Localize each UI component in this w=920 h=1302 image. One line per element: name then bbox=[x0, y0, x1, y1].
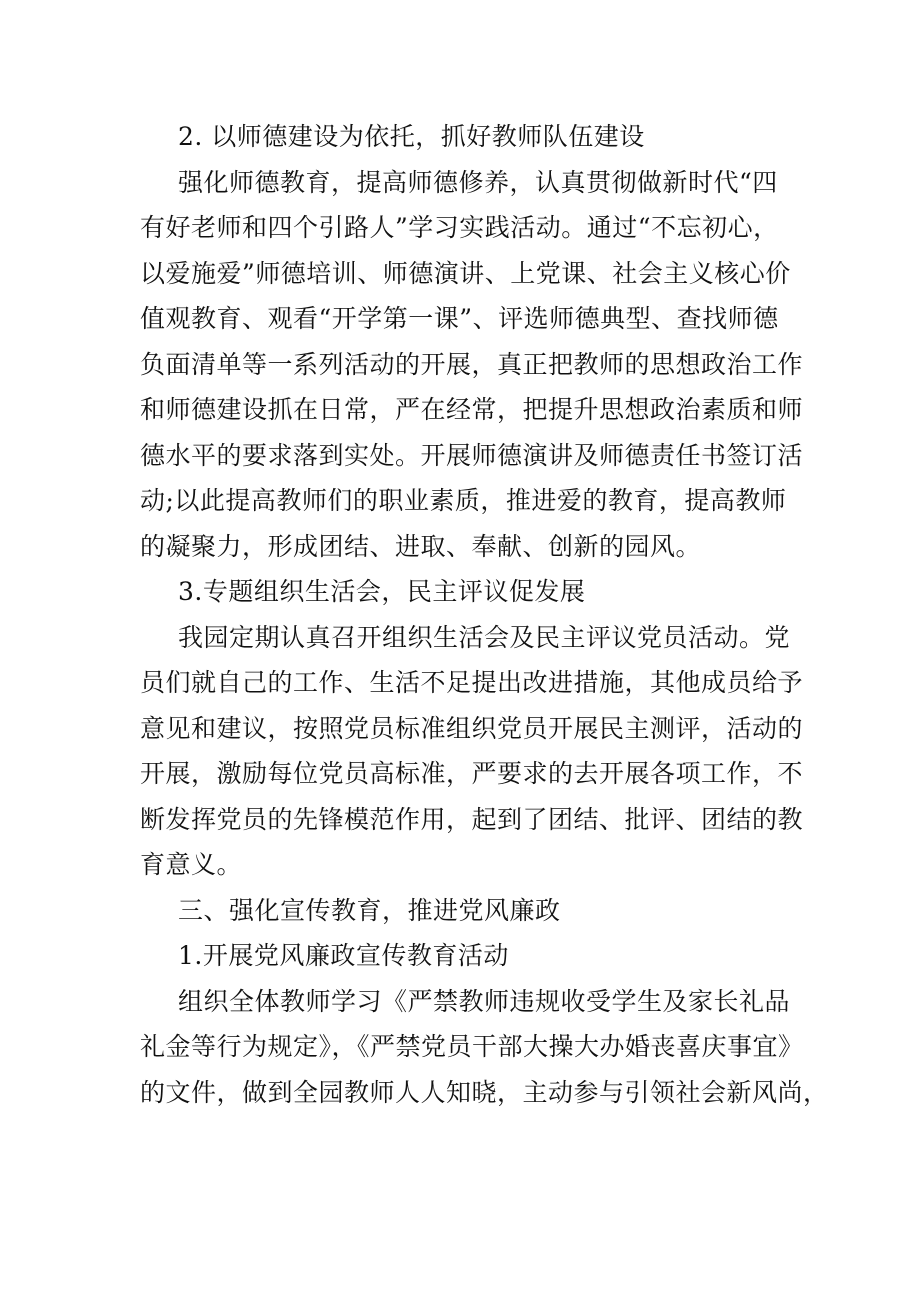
paragraph-line: 礼金等行为规定》，《严禁党员干部大操大办婚丧喜庆事宜》 bbox=[140, 1032, 804, 1061]
paragraph-line: 开展，激励每位党员高标准，严要求的去开展各项工作，不 bbox=[140, 759, 804, 788]
paragraph-line: 动;以此提高教师们的职业素质，推进爱的教育，提高教师 bbox=[140, 486, 787, 515]
paragraph-line: 和师德建设抓在日常，严在经常，把提升思想政治素质和师 bbox=[140, 395, 804, 424]
section-heading-1: 1.开展党风廉政宣传教育活动 bbox=[178, 941, 509, 970]
paragraph-line: 断发挥党员的先锋模范作用，起到了团结、批评、团结的教 bbox=[140, 804, 804, 834]
paragraph-line: 以爱施爱”师德培训、师德演讲、上党课、社会主义核心价 bbox=[140, 258, 791, 288]
paragraph-line: 德水平的要求落到实处。开展师德演讲及师德责任书签订活 bbox=[140, 440, 804, 470]
section-heading-3: 3.专题组织生活会，民主评议促发展 bbox=[178, 577, 586, 606]
paragraph-line: 育意义。 bbox=[140, 850, 243, 879]
paragraph-line: 有好老师和四个引路人”学习实践活动。通过“不忘初心， bbox=[140, 213, 779, 242]
paragraph-line: 强化师德教育，提高师德修养，认真贯彻做新时代“四 bbox=[178, 167, 778, 197]
paragraph-line: 组织全体教师学习《严禁教师违规收受学生及家长礼品 bbox=[178, 986, 791, 1016]
paragraph-line: 负面清单等一系列活动的开展，真正把教师的思想政治工作 bbox=[140, 349, 804, 379]
chapter-heading-three: 三、强化宣传教育，推进党风廉政 bbox=[178, 895, 561, 925]
section-heading-2: 2. 以师德建设为依托，抓好教师队伍建设 bbox=[178, 122, 645, 151]
paragraph-line: 我园定期认真召开组织生活会及民主评议党员活动。党 bbox=[178, 622, 791, 652]
paragraph-line: 值观教育、观看“开学第一课”、评选师德典型、查找师德 bbox=[140, 304, 779, 333]
document-body bbox=[140, 114, 829, 1115]
paragraph-line: 意见和建议，按照党员标准组织党员开展民主测评，活动的 bbox=[140, 713, 804, 743]
paragraph-line: 的凝聚力，形成团结、进取、奉献、创新的园风。 bbox=[140, 531, 702, 561]
paragraph-line: 员们就自己的工作、生活不足提出改进措施，其他成员给予 bbox=[140, 668, 804, 697]
paragraph-line: 的文件，做到全园教师人人知晓，主动参与引领社会新风尚， bbox=[140, 1077, 829, 1107]
